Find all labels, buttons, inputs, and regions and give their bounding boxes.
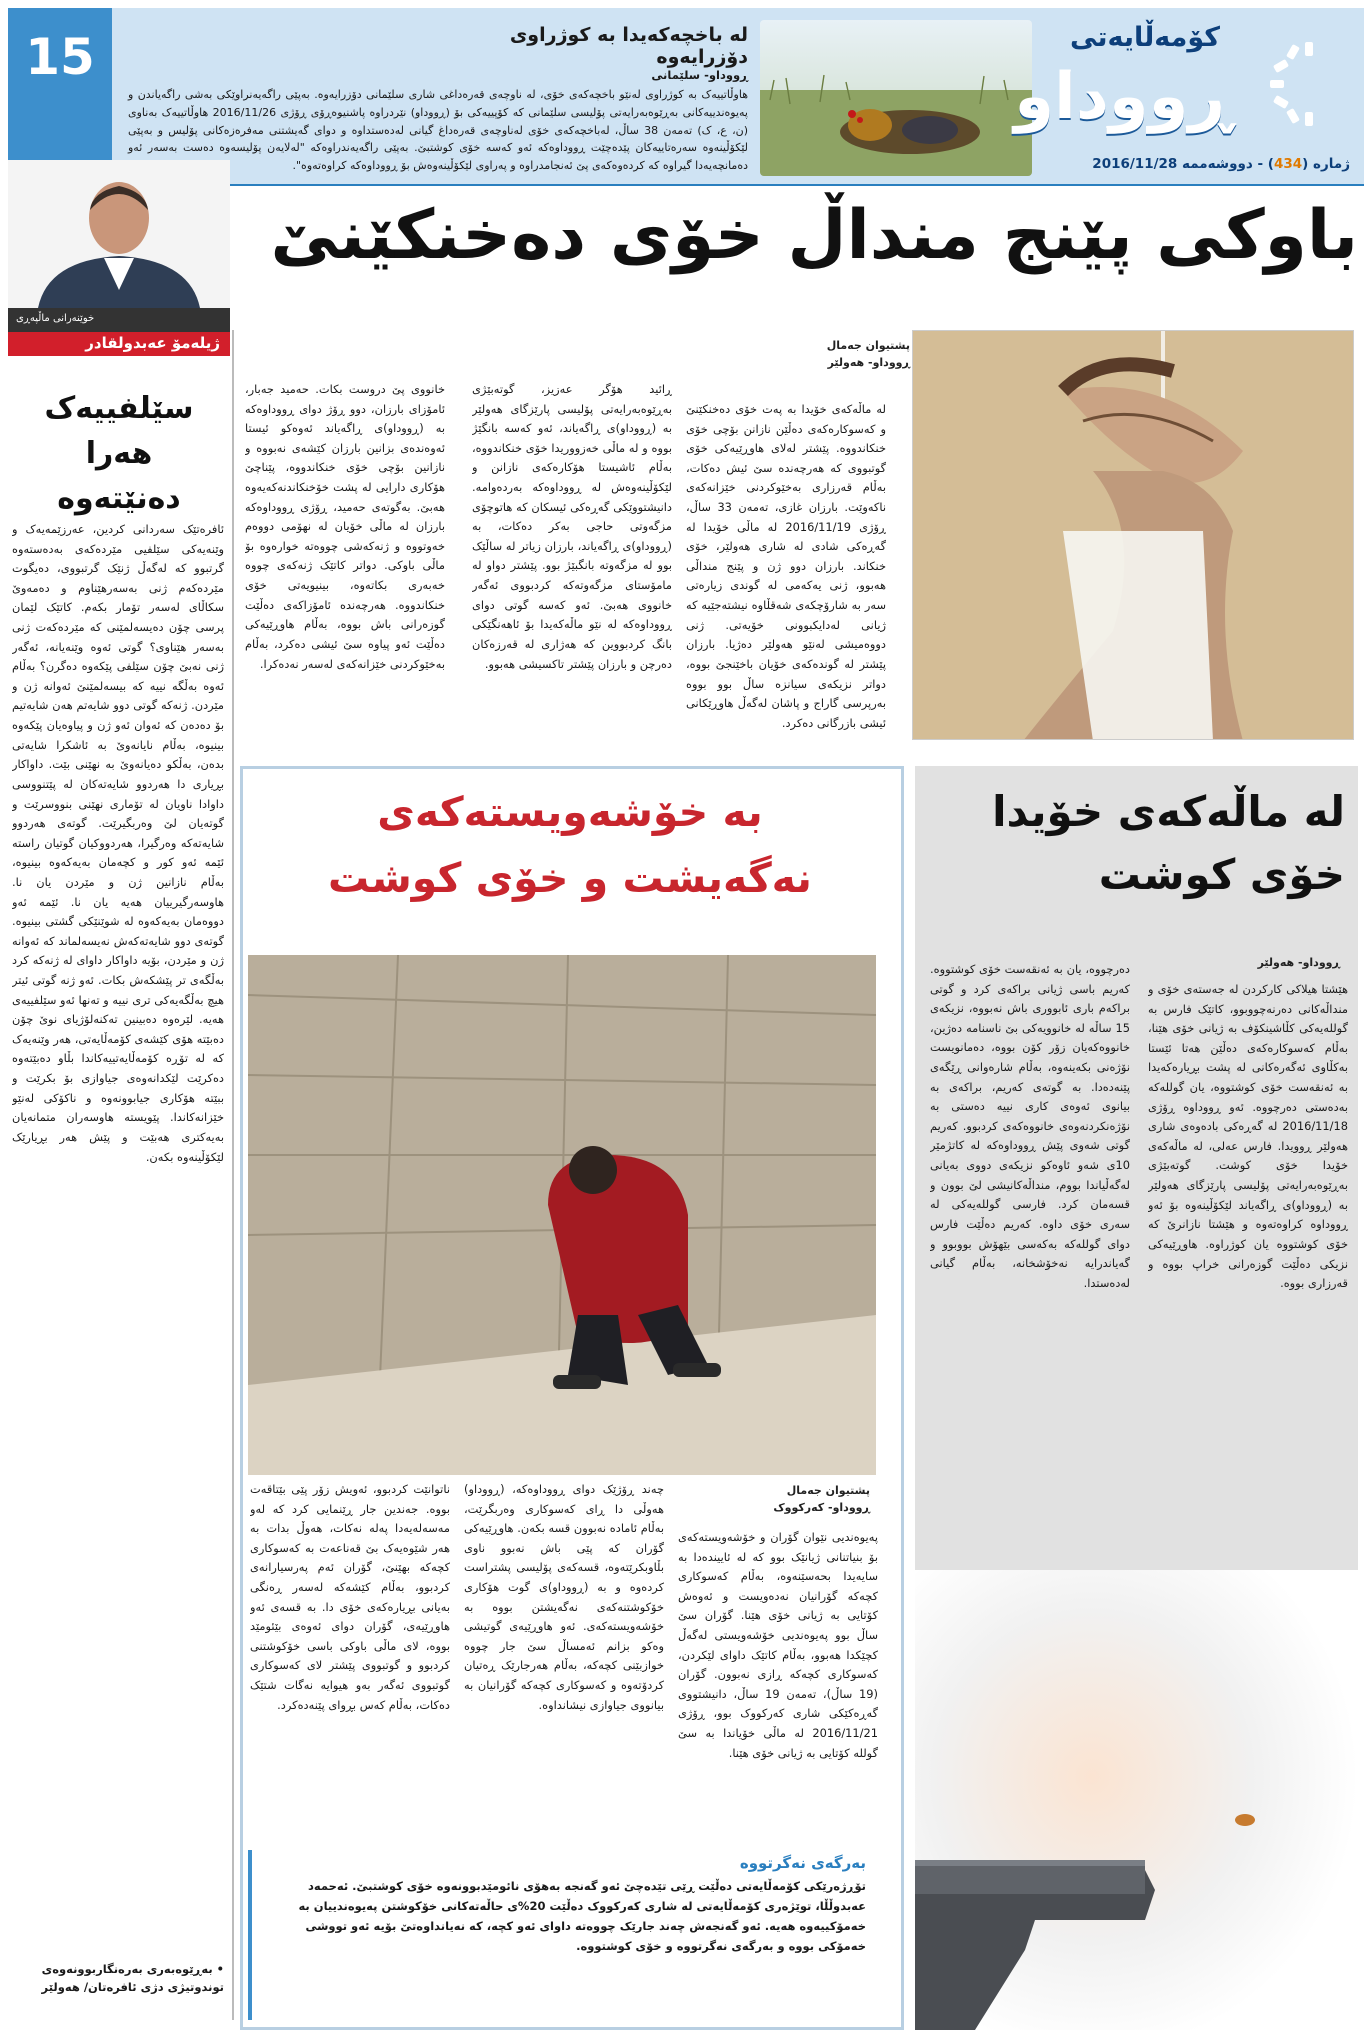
columnist-name: ژیلەمۆ عەبدولقادر xyxy=(8,332,230,356)
side-article-col-1: هێشتا هیلاکی کارکردن لە جەستەی خۆی و منداڵەکانی دەرنەچووبوو، کاتێک فارس بە گوللەیەکی کڵاشینکۆف بە ژیانی خۆی هێنا، بەڵام کەسوکارەکەی دەڵێن هەتا ئێستا بەکڵاوی ئەگەرەکانی لە پشت بڕیارەکەیدا بە ئەنقەست خۆی کوشتووە، یان گوللەکە بەدەستی دەرچووە. ئەو ڕووداوە ڕۆژی 2016/11/18 لە گەڕەکی بادەوەی شاری هەولێر ڕوویدا. فارس عەلی، لە ماڵەکەی خۆیدا خۆی کوشت. گوتەبێژی بەڕێوەبەرایەتی پۆلیسی پارێزگای هەولێر بە (ڕووداو)ی ڕاگەیاند لێکۆڵینەوە بۆ ئەو ڕووداوە کراوەتەوە و هێشتا نازانرێ کە خۆی کوشتووە یان کوژراوە. هاوڕێیەکی نزیکی دەڵێت گوزەرانی خراپ بووە و قەرزاری بووە. xyxy=(1148,982,1348,1291)
teaser-body xyxy=(128,66,748,174)
feature-headline-line1: بە خۆشەویستەکەی xyxy=(377,788,763,836)
top-article-col-1: لە ماڵەکەی خۆیدا بە پەت خۆی دەخنکێنێ و کەسوکارەکەی دەڵێن نازانن بۆچی خۆی خنکاندووە. پێشتر لەلای هاوڕێیەکی خۆی گوتبووی کە هەرچەندە سێ ئیش دەکات، بەڵام قەرزاری بەخێوکردنی خێزانەکەی ناکەوێت. بارزان غازی، تەمەن 33 ساڵ، ڕۆژی 2016/11/19 لە ماڵی خۆیدا لە گەڕەکی شادی لە شاری هەولێر، خۆی خنکاند. بارزان دوو ژن و پێنج منداڵی هەبوو، ژنی یەکەمی لە گوندی زیارەتی سەر بە شارۆچکەی شەقڵاوە نیشتەجێیە کە ژیانی لەدایکبوونی خۆیەتی. ژنی دووەمیشی لەنێو هەولێر دەژیا. بارزان پێشتر لە گوندەکەی خۆیان باخێنجێ بووە، دواتر نزیکەی سیانزە ساڵ بوو بووە بەرپرسی گاراج و پاشان لەگەڵ هاوڕێکانی ئیشی بازرگانی دەکرد. xyxy=(686,402,886,730)
column-headline xyxy=(8,386,230,521)
issue-number: 434 xyxy=(1273,156,1303,172)
sad-man-photo xyxy=(248,955,876,1475)
feature-col-2: چەند ڕۆژێک دوای ڕووداوەکە، (ڕووداو) هەوڵی دا ڕای کەسوکاری وەربگرێت، بەڵام ئامادە نەبوون قسە بکەن. هاوڕێیەکی گۆران کە پێی باش نەبوو ناوی بڵاوبکرێتەوە، قسەکەی پۆلیسی پشتراست کردەوە و بە (ڕووداو)ی گوت هۆکاری خۆکوشتنەکەی نەگەیشتن بووە بە خۆشەویستەکەی. ئەو هاوڕێیەی گوتیشی وەکو بزانم ئەمساڵ سێ جار چووە خوازبێنی کچەکە، بەڵام هەرجارێک ڕەتیان کردۆتەوە و کەسوکاری کچەکە گۆرانیان بە بیانووی جیاوازی نیشانداوە. xyxy=(464,1482,664,1712)
feature-headline xyxy=(250,780,890,911)
feature-col-1: پەیوەندیی نێوان گۆران و خۆشەویستەکەی بۆ بنیاتنانی ژیانێک بوو کە لە ئاییندەدا بە سایەیدا بحەسێنەوە، بەڵام کەسوکاری کچەکە گۆرانیان نەدەویست و ئەوەش کۆتایی بە ژیانی خۆی هێنا. گۆران سێ ساڵ بوو پەیوەندیی خۆشەویستی لەگەڵ کچێکدا هەبوو، بەڵام کاتێک داوای لێکردن، کەسوکاری کچەکە ڕازی نەبوون. گۆران (19 ساڵ)، تەمەن 19 ساڵ، دانیشتووی گەڕەکێکی شاری کەرکووک بوو، ڕۆژی 2016/11/21 لە ماڵی خۆیاندا بە سێ گوللە کۆتایی بە ژیانی خۆی هێنا. xyxy=(678,1530,878,1760)
column-headline-line1: سێلفییەک هەرا xyxy=(44,391,194,471)
brand-name: ڕووداو xyxy=(1014,60,1232,134)
side-headline-line1: لە ماڵەکەی خۆیدا xyxy=(992,787,1345,836)
column-divider xyxy=(232,330,234,2020)
column-headline-line2: دەنێتەوە xyxy=(57,481,181,516)
masthead xyxy=(1014,8,1364,186)
top-article-col-3: خانووی پێ دروست بکات. حەمید جەبار، ئامۆزای بارزان، دوو ڕۆژ دوای ڕووداوەکە بە (ڕووداو)ی ڕاگەیاند ئەوەکو ئیستا ئەوەندەی بزانین بارزان کێشەی نەبووە و نازانین بۆچی خۆی خنکاندووە، پێناچێ هۆکاری دارایی لە پشت خۆخنکاندنەکەیەوە هەبێ. بەگوتەی حەمید، ڕۆژی ڕووداوەکە بارزان لە ماڵی خۆیان لە نهۆمی دووەم خەوتووە و ژنەکەشی چووەتە خوارەوە بۆ ماڵی باوکی. دواتر کاتێک ژنەکەی چووە خەبەری بکاتەوە، بینیویەتی خۆی خنکاندووە. هەرچەندە ئامۆزاکەی دەڵێت گوزەرانی باش بووە، بەڵام هاوڕێیەکی دەڵێت ئەو پیاوە سێ ئیشی دەکرد، بەڵام بەخێوکردنی خێزانەکەی لەسەر نەدەکرا. xyxy=(245,382,445,671)
teaser-title: لە باخچەکەیدا بە کوژراوی دۆزرایەوە xyxy=(509,24,748,68)
issue-label: ژمارە xyxy=(1313,156,1350,172)
side-article-byline: ڕووداو- هەولێر xyxy=(1257,956,1340,969)
side-headline-line2: خۆی کوشت xyxy=(1098,850,1345,899)
feature-headline-line2: نەگەیشت و خۆی کوشت xyxy=(328,853,812,902)
quote-box-text: تۆڕژەرێکی کۆمەڵایەتی دەڵێت ڕێی تێدەچێ ئەو گەنجە بەهۆی نائومێدبوونەوە خۆی کوشتبێ. ئەحمەد عەبدوڵڵا، توێژەری کۆمەڵایەتی لە شاری کەرکووک دەڵێت 20%ی حاڵەتەکانی خۆکوشتن پەیوەندییان بە خەمۆکییەوە هەیە. ئەو گەنجەش چەند جارێک چووەتە داوای ئەو کچە، کە نەیانداوەتێ بۆیە ئەو تووشی خەمۆکی بووە و بەرگەی نەگرتووە و خۆی کوشتووە. xyxy=(298,1879,866,1954)
top-byline-location: ڕووداو- هەولێر xyxy=(827,355,910,369)
rudaw-logo-icon xyxy=(1250,34,1350,134)
main-headline: باوکی پێنج منداڵ خۆی دەخنکێنێ xyxy=(270,196,1358,275)
teaser-text: هاوڵاتییەک بە کوژراوی لەنێو باخچەکەی خۆی، لە ناوچەی قەرەداغی شاری سلێمانی دۆزرایەوە. بەپێی راگەیەنراوێکی بەشی راگەیاندن و پەیوەندییەکانی بەڕێوەبەرایەتی پۆلیسی سلێمانی کە کۆپییەکی بۆ (ڕووداو) نێردراوە پاشنیوەڕۆی ڕۆژی 2016/11/26 هاوڵاتییەک بەناوی (ن، ع، ک) تەمەن 38 ساڵ، لەباخچەکەی خۆی لەناوچەی قەرەداغ گیانی لەدەستداوە و دوای گەیشتنی مەفرەزەکانی پۆلیس و بەپێی لێکۆڵینەوە سەرەتاییەکان پێدەچێت ڕووداوەکە ئەو کەسە خۆی کوشتبێ. بەپێی راگەیەندراوەکە "لەلایەن پۆلیسەوە دەست بەسەر ئەو دەمانچەیەدا گیراوە کە کردەوەکەی پێ ئەنجامدراوە و پەراوی لێکۆڵینەوەش بۆ ڕووداوەکە کراوەتەوە". xyxy=(128,88,749,172)
hanging-illustration xyxy=(912,330,1354,740)
issue-date: دووشەممە 2016/11/28 xyxy=(1092,156,1253,172)
feature-byline-location: ڕووداو- کەرکووک xyxy=(773,1500,870,1514)
columnist-bar xyxy=(8,308,230,380)
feature-col-3: ناتوانێت کردبوو، ئەویش زۆر پێی بێتاقەت بووە. جەندین جار ڕێنمایی کرد کە لەو مەسەلەیەدا پەلە نەکات، هەوڵ بدات بە هەر شێوەیەک بێ قەناعەت بە کەسوکاری کچەکە بهێنێ، گۆران ئەم پەرسیارانەی کردبوو، بەڵام کێشەکە لەسەر ڕەنگی بەیانی بڕیارەکەی خۆی دا. بە قسەی ئەو هاوڕێیەی، گۆران دوای ئەوەی بێئومێد بووە، لای ماڵی باوکی باسی خۆکوشتنی کردبوو و گوتبووی پێشتر لای کەسوکاری گوتبووی ئەگەر بەو هیوایە نەگات شتێک دەکات، بەڵام کەس بڕوای پێنەدەکرد. xyxy=(250,1482,450,1712)
feature-byline xyxy=(700,1483,870,1516)
teaser-byline: ڕووداو- سلێمانی xyxy=(651,68,748,82)
quote-box-title: بەرگەی نەگرتووە xyxy=(739,1854,866,1872)
teaser-photo xyxy=(760,20,1032,176)
top-article-byline xyxy=(650,338,910,371)
side-article-col-2: دەرچووە، یان بە ئەنقەست خۆی کوشتووە. کەریم باسی ژیانی براکەی کرد و گوتی براکەم باری ئابووری باش نەبووە، نزیکەی 15 ساڵە لە خانوویەکی بێ ناسنامە دەژین، خانووەکەیان زۆر کۆن بووە، دەمانویست نۆژەنی بکەینەوە، بەڵام شارەوانی ڕێگەی پێنەدەدا. بە گوتەی کەریم، براکەی بە بیانوی ئەوەی کاری نییە دەستی بە نۆژەنکردنەوەی خانووەکەی کردبوو. کەریم گوتی شەوی پێش ڕووداوەکە لە کاتژمێر 10ی شەو ئاوەکو نزیکەی دووی بەیانی لەگەڵیاندا بووم، منداڵەکانیشی لێ بوون و قسەمان کرد. فارسی گوللەیەکی لە سەری خۆی داوە. کەریم دەڵێت فارس دوای گوللەکە بەکەسی بێهۆش بووبوو و گەیاندرایە نەخۆشخانە، بەڵام گیانی لەدەستدا. xyxy=(930,962,1130,1290)
brand-kicker: کۆمەڵایەتی xyxy=(1070,22,1220,53)
pistol-photo xyxy=(915,1570,1358,2030)
columnist-photo xyxy=(8,160,230,308)
column-footer: • بەڕێوەبەری بەرەنگاربوونەوەی توندوتیژی دژی ئافرەتان/ هەولێر xyxy=(41,1962,224,1995)
issue-info: ژمارە (434) - دووشەممە 2016/11/28 xyxy=(1092,156,1350,172)
column-body: ئافرەتێک سەردانی کردین، عەرزێمەیەک و وێنەیەکی سێلفیی مێردەکەی بەدەستەوە گرتبوو کە لەگەڵ ژنێک گرتبووی، دەیگوت مێردەکەم ژنی بەسەرهێناوم و دەمەوێ سکاڵای لەسەر تۆمار بکەم. کاتێک لێمان پرسی چۆن دەیسەلمێنی کە مێردەکەت ژنی بەسەر هێناوی؟ گوتی ئەوە وێنەیانە، ئەگەر ژنی نەبێ چۆن سێلفی پێکەوە دەگرن؟ بەڵام ئەوە بەڵگە نییە کە بیسەلمێنێ ئەوانە ژن و مێردن. ژنەکە گوتی دوو شایەتم هەن شایەتیم بۆ دەدەن کە ئەوان ئەو ژن و پیاوەیان پێکەوە بینیوە، بەڵام نایانەوێ بە ئاشکرا شایەتی بدەن، بەڵکو دەیانەوێ بە نهێنی بێت. داواکار بڕیاری دا هەردوو شایەتەکان لە پێتنووسی داوادا ناویان لە تۆماری نهێنی بنووسرێت و گوتەیان لێ وەربگیرێت. گوتەی هەردوو شایەتەکە وەرگیرا، هەردووکیان گوتیان راستە ئێمە ئەو کور و کچەمان بەیەکەوە بینیوە، بەڵام نازانین ژن و مێردن یان نا. هاوسەرگیرییان هەیە یان نا. ئێمە ئەو دووەمان بەیەکەوە لە شوێنێکی گشتی بینیوە. گوتەی دوو شایەتەکەش نەیسەلماند کە ئەوانە ژن و مێردن، بۆیە داواکار داوای لە ژنەکە کرد بەڵگەی تر پێشکەش بکات. ئەو ژنە گوتی ئیتر هیچ بەڵگەیەکی تری نییە و تەنها ئەو سێلفییەی هەیە. لێرەوە دەبینین تەکنەلۆژیای نوێ چۆن دەبێتە هۆی کێشەی کۆمەڵایەتی، هەر وێنەیەک کە لە تۆڕە کۆمەڵایەتییەکاندا بڵاو دەبێتەوە دەکرێت لێکدانەوەی جیاوازی بۆ بکرێت و ببێتە هۆکاری جیابوونەوە و ناکۆکی لەنێو خێزانەکاندا. پێویستە هاوسەران متمانەیان بەیەکتری هەبێت و پێش هەر بڕیارێک لێکۆڵینەوە بکەن. xyxy=(12,522,224,1164)
page-number: 15 xyxy=(8,8,112,186)
side-article-headline xyxy=(935,780,1345,906)
feature-byline-author: پشتیوان جەمال xyxy=(786,1484,870,1497)
top-article-col-2: ڕائید هۆگر عەزیز، گوتەبێژی بەڕێوەبەرایەتی پۆلیسی پارێزگای هەولێر بە (ڕووداو)ی ڕاگەیاند، ئەو کەسە بانگێژ بووە و لە ماڵی خەزووریدا خۆی خنکاندووە، بەڵام ئاشیستا هۆکارەکەی نازانن و لێکۆڵینەوەش لە ڕووداوەکە بەردەوامە. دانیشتووێکی گەڕەکی ئیسکان کە هاتوچۆی مزگەوتی حاجی بەکر دەکات، بە (ڕووداو)ی ڕاگەیاند، بارزان زیاتر لە ساڵێک بوو لە مزگەوتە بانگبێژ بوو. پێشتر دواو لە مامۆستای مزگەوتەکە کردبووی ئەگەر خانووی هەبێ. ئەو کەسە گوتی دوای ڕووداوەکە لە نێو ماڵەکەیدا بۆ ئاهەنگێکی بانگ کردبووین کە هەژاری لە قەرزەکان دەرچن و بارزان پێشتر تاکسیشی هەبوو. xyxy=(472,382,672,671)
columnist-tag: خوێنەرانی ماڵپەڕی xyxy=(8,308,230,332)
sidebar-quote-box xyxy=(248,1850,876,2020)
top-byline-author: پشتیوان جەمال xyxy=(826,339,910,352)
